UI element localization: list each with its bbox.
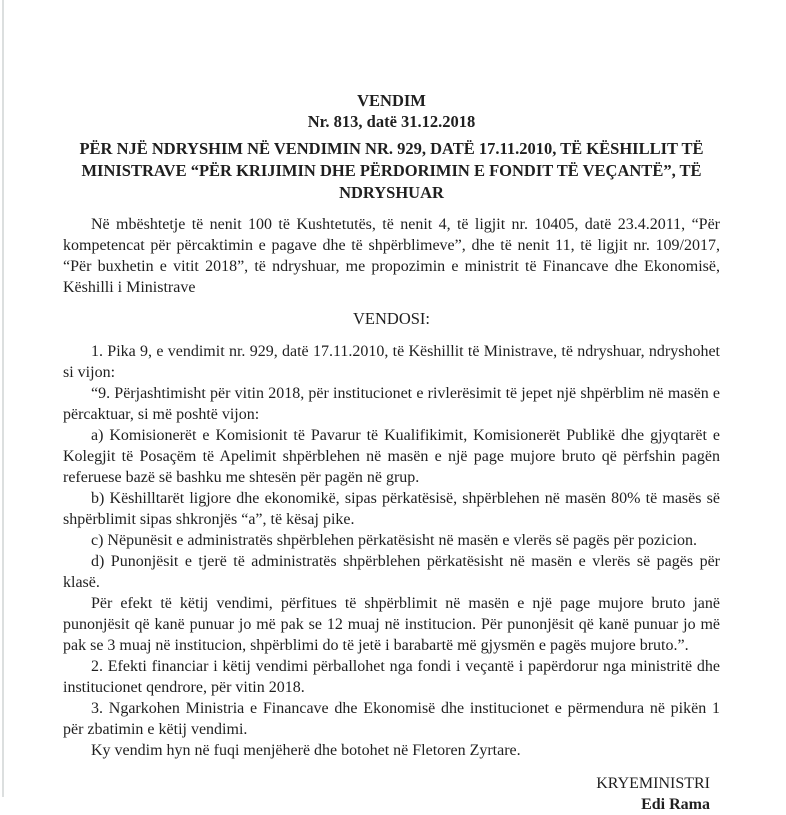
preamble-paragraph: Në mbështetje të nenit 100 të Kushtetutës, të nenit 4, të ligjit nr. 10405, datë 23.4.2011, “Për kompetencat për përcaktimin e pagave dhe të shpërblimeve”, dhe të nenit 11, të ligjit nr. 109/2017, “Për buxhetin e vitit 2018”, të ndryshuar, me propozimin e ministrit të Financave dhe Ekonomisë, Këshilli i Ministrave [63, 216, 720, 296]
paragraph-10-entry-into-force: Ky vendim hyn në fuqi menjëherë dhe botohet në Fletoren Zyrtare. [91, 742, 521, 759]
paragraph-2: “9. Përjashtimisht për vitin 2018, për institucionet e rivlerësimit të jepet një shpërblim në masën e përcaktuar, si më poshtë vijon: [63, 385, 720, 423]
doc-title: PËR NJË NDRYSHIM NË VENDIMIN NR. 929, DATË 17.11.2010, TË KËSHILLIT TË MINISTRAVE “PËR KRIJIMIN DHE PËRDORIMIN E FONDIT TË VEÇANTË”, TË NDRYSHUAR [79, 139, 704, 202]
paragraph-8: 2. Efekti financiar i këtij vendimi përballohet nga fondi i veçantë i papërdorur nga ministritë dhe institucionet qendrore, për vitin 2018. [63, 658, 720, 696]
signature-block [63, 773, 720, 815]
paragraph-7: Për efekt të këtij vendimi, përfitues të shpërblimit në masën e një page mujore bruto janë punonjësit që kanë punuar jo më pak se 12 muaj në institucion. Për punonjësit që kanë punuar jo më pak se 3 muaj në institucion, shpërblimi do të jetë i barabartë më gjysmën e pagës mujore bruto.”. [63, 595, 720, 654]
paragraph-1: 1. Pika 9, e vendimit nr. 929, datë 17.11.2010, të Këshillit të Ministrave, të ndryshuar, ndryshohet si vijon: [63, 343, 720, 381]
doc-number-line: Nr. 813, datë 31.12.2018 [307, 112, 476, 131]
paragraph-6-point-d: d) Punonjësit e tjerë të administratës shpërblehen përkatësisht në masën e vlerës së pagës për klasë. [63, 553, 720, 591]
enacting-word: VENDOSI: [353, 309, 430, 328]
paragraph-5-point-c: c) Nëpunësit e administratës shpërblehen përkatësisht në masën e vlerës së pagës për pozicion. [91, 532, 698, 549]
paragraph-9: 3. Ngarkohen Ministria e Financave dhe Ekonomisë dhe institucionet e përmendura në pikën 1 për zbatimin e këtij vendimi. [63, 700, 720, 738]
signatory-title: KRYEMINISTRI [596, 775, 710, 792]
signatory-name: Edi Rama [641, 796, 710, 813]
paragraph-3-point-a: a) Komisionerët e Komisionit të Pavarur të Kualifikimit, Komisionerët Publikë dhe gjyqtarët e Kolegjit të Posaçëm të Apelimit shpërblehen në masën e një page mujore bruto që përfshin pagën referuese bazë së bashku me shtesën për pagën në grup. [63, 427, 720, 486]
doc-type-heading: VENDIM [357, 91, 426, 110]
paragraph-4-point-b: b) Këshilltarët ligjore dhe ekonomikë, sipas përkatësisë, shpërblehen në masën 80% të masës së shpërblimit sipas shkronjës “a”, të kësaj pike. [63, 490, 720, 528]
